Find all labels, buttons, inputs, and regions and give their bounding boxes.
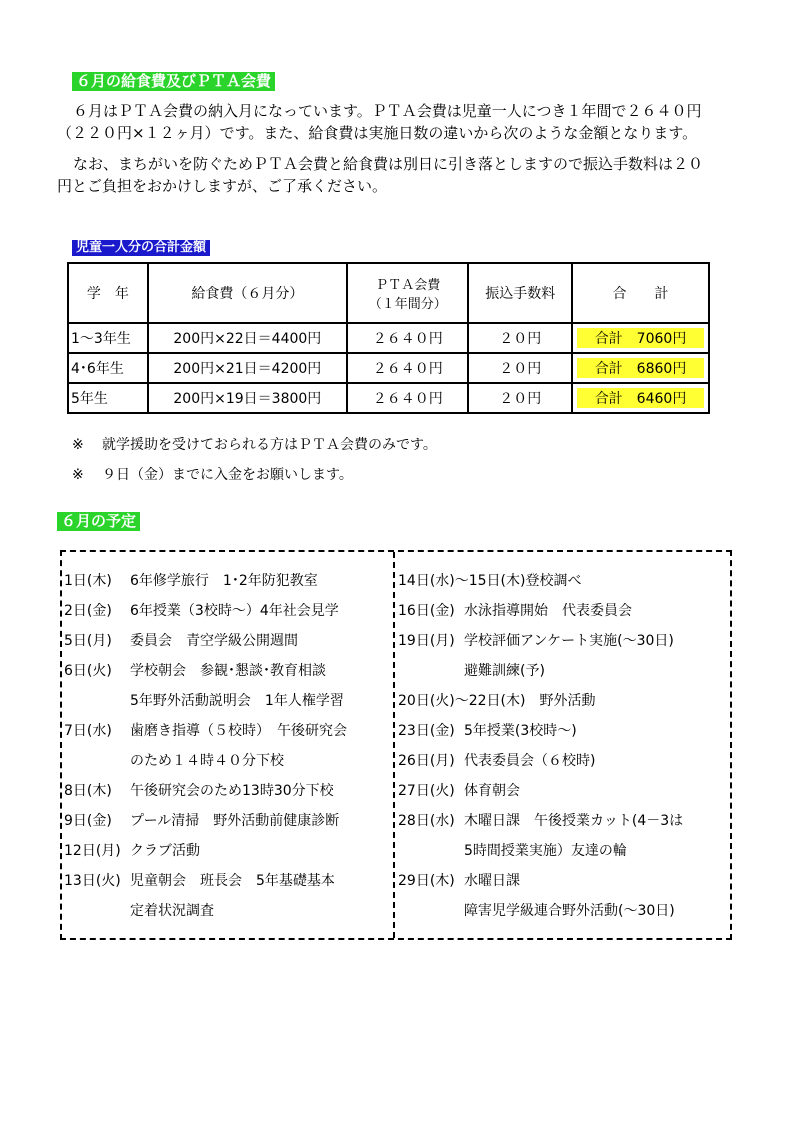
- schedule-date: 19日(月): [398, 633, 455, 649]
- schedule-item: [398, 746, 730, 776]
- schedule-date: 27日(火): [398, 783, 455, 799]
- note-item: [72, 460, 437, 490]
- table-row: [68, 323, 709, 353]
- schedule-item: [398, 596, 730, 626]
- schedule-item: [64, 776, 390, 806]
- schedule-date: 1日(木): [64, 573, 112, 589]
- fee-table: [67, 262, 710, 414]
- schedule-item: [64, 866, 390, 896]
- schedule-text: 午後研究会のため13時30分下校: [130, 783, 334, 799]
- schedule-text: 5年野外活動説明会 1年人権学習: [130, 693, 344, 709]
- intro-text: [57, 100, 747, 206]
- schedule-text: 水泳指導開始 代表委員会: [464, 603, 632, 619]
- schedule-text: 学校評価アンケート実施(～30日): [464, 633, 674, 649]
- schedule-date: 29日(木): [398, 873, 455, 889]
- schedule-date: 6日(火): [64, 663, 112, 679]
- header-total: 合 計: [572, 263, 709, 323]
- header-pta: [347, 263, 469, 323]
- schedule-date: 2日(金): [64, 603, 112, 619]
- schedule-item: [398, 566, 730, 596]
- schedule-text: 木曜日課 午後授業カット(4－3は: [464, 813, 684, 829]
- schedule-text: クラブ活動: [130, 843, 200, 859]
- schedule-divider: [393, 552, 395, 938]
- header-lunch: 給食費（６月分）: [148, 263, 347, 323]
- schedule-date: 5日(月): [64, 633, 112, 649]
- schedule-item: [398, 836, 730, 866]
- cell-fee: ２０円: [468, 323, 572, 353]
- header-fee: 振込手数料: [468, 263, 572, 323]
- schedule-item: [64, 716, 390, 746]
- schedule-right-column: [398, 566, 730, 926]
- schedule-left-column: [64, 566, 390, 926]
- schedule-date: 16日(金): [398, 603, 455, 619]
- schedule-text: 代表委員会（６校時): [464, 753, 596, 769]
- cell-grade: 5年生: [68, 383, 148, 413]
- table-row: [68, 353, 709, 383]
- schedule-text: 委員会 青空学級公開週間: [130, 633, 298, 649]
- schedule-item: [398, 866, 730, 896]
- schedule-item: [398, 896, 730, 926]
- schedule-text: 体育朝会: [464, 783, 520, 799]
- lunch-pta-fee-heading: ６月の給食費及びＰＴＡ会費: [72, 72, 275, 91]
- schedule-date: 8日(木): [64, 783, 112, 799]
- schedule-date: 28日(水): [398, 813, 455, 829]
- schedule-date: 13日(火): [64, 873, 121, 889]
- schedule-date: 7日(水): [64, 723, 112, 739]
- schedule-item: [398, 656, 730, 686]
- cell-lunch: 200円×22日＝4400円: [148, 323, 347, 353]
- schedule-text: 学校朝会 参観･懇談･教育相談: [130, 663, 326, 679]
- note-mark: ※: [72, 467, 84, 483]
- june-schedule-heading: ６月の予定: [57, 512, 140, 531]
- schedule-text: 5年授業(3校時～): [464, 723, 577, 739]
- schedule-text: 登校調べ: [525, 573, 582, 589]
- schedule-item: [64, 896, 390, 926]
- schedule-date: 14日(水)～15日(木): [398, 573, 526, 589]
- total-amount-heading: 児童一人分の合計金額: [72, 240, 210, 256]
- schedule-item: [64, 746, 390, 776]
- schedule-text: 避難訓練(予): [464, 663, 545, 679]
- intro-line-1: ６月はＰＴＡ会費の納入月になっています。ＰＴＡ会費は児童一人につき１年間で２６４０円: [73, 102, 702, 120]
- cell-pta: ２６４０円: [347, 383, 469, 413]
- schedule-text: 障害児学級連合野外活動(～30日): [464, 903, 675, 919]
- schedule-text: 5時間授業実施）友達の輪: [464, 843, 627, 859]
- cell-lunch: 200円×21日＝4200円: [148, 353, 347, 383]
- schedule-item: [398, 626, 730, 656]
- schedule-date: 26日(月): [398, 753, 455, 769]
- intro-line-2: （２２０円×１２ヶ月）です。また、給食費は実施日数の違いから次のような金額となります。: [57, 124, 698, 142]
- notes: [72, 430, 437, 490]
- note-item: [72, 430, 437, 460]
- schedule-text: のため１４時４０分下校: [130, 753, 284, 769]
- schedule-item: [64, 806, 390, 836]
- schedule-text: 野外活動: [539, 693, 596, 709]
- cell-fee: ２０円: [468, 383, 572, 413]
- schedule-text: プール清掃 野外活動前健康診断: [130, 813, 340, 829]
- cell-grade: 1～3年生: [68, 323, 148, 353]
- table-row: [68, 383, 709, 413]
- schedule-item: [64, 656, 390, 686]
- schedule-box: [60, 550, 732, 940]
- cell-total: [572, 353, 709, 383]
- intro-line-4: 円とご負担をおかけしますが、ご了承ください。: [57, 177, 388, 195]
- header-pta-period: （１年間分）: [368, 297, 447, 312]
- note-text: 就学援助を受けておられる方はＰＴＡ会費のみです。: [102, 437, 437, 453]
- schedule-date: 23日(金): [398, 723, 455, 739]
- schedule-date: 12日(月): [64, 843, 121, 859]
- schedule-text: 児童朝会 班長会 5年基礎基本: [130, 873, 335, 889]
- schedule-date: 9日(金): [64, 813, 112, 829]
- schedule-item: [64, 566, 390, 596]
- schedule-item: [398, 806, 730, 836]
- schedule-text: 歯磨き指導（５校時） 午後研究会: [130, 723, 347, 739]
- schedule-item: [64, 686, 390, 716]
- cell-grade: 4･6年生: [68, 353, 148, 383]
- schedule-text: 6年修学旅行 1･2年防犯教室: [130, 573, 318, 589]
- note-mark: ※: [72, 437, 84, 453]
- fee-table-header: [68, 263, 709, 323]
- total-highlight: 合計 6860円: [577, 358, 704, 378]
- cell-total: [572, 323, 709, 353]
- schedule-item: [64, 836, 390, 866]
- schedule-item: [398, 686, 730, 716]
- intro-line-3: なお、まちがいを防ぐためＰＴＡ会費と給食費は別日に引き落としますので振込手数料は２０: [73, 155, 704, 173]
- schedule-text: 6年授業（3校時～）4年社会見学: [130, 603, 339, 619]
- header-pta-label: ＰＴＡ会費: [375, 278, 441, 293]
- cell-lunch: 200円×19日＝3800円: [148, 383, 347, 413]
- schedule-text: 水曜日課: [464, 873, 520, 889]
- total-highlight: 合計 6460円: [577, 388, 704, 408]
- cell-fee: ２０円: [468, 353, 572, 383]
- total-highlight: 合計 7060円: [577, 328, 704, 348]
- schedule-item: [398, 716, 730, 746]
- cell-pta: ２６４０円: [347, 323, 469, 353]
- schedule-item: [64, 596, 390, 626]
- cell-total: [572, 383, 709, 413]
- cell-pta: ２６４０円: [347, 353, 469, 383]
- schedule-item: [398, 776, 730, 806]
- schedule-item: [64, 626, 390, 656]
- note-text: ９日（金）までに入金をお願いします。: [102, 467, 353, 483]
- schedule-text: 定着状況調査: [130, 903, 214, 919]
- schedule-date: 20日(火)～22日(木): [398, 693, 526, 709]
- header-grade: 学 年: [68, 263, 148, 323]
